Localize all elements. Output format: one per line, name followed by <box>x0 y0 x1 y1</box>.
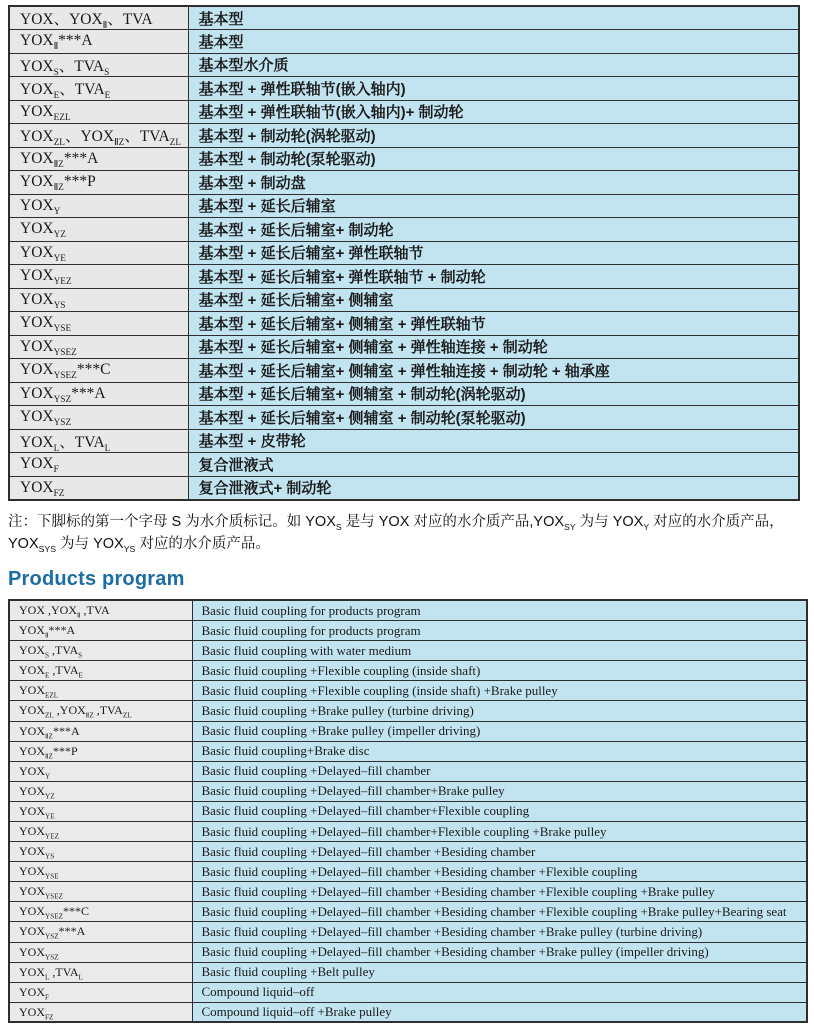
subscript: F <box>45 993 49 1002</box>
model-name-cell: $YOX_{FZ}$ <box>9 476 188 500</box>
model-name-cell: $YOX_{ⅡZ}***A$ <box>9 147 188 171</box>
model-desc-cell: 基本型 + 延长后辅室 <box>188 194 799 218</box>
table-row <box>9 701 807 721</box>
table-row <box>9 312 799 336</box>
model-name-cell: $YOX_{ⅡZ}***A$ <box>9 721 192 741</box>
subscript: YS <box>45 852 55 861</box>
subscript: ⅡZ <box>53 183 64 194</box>
model-desc-cell: 基本型 + 制动轮(泵轮驱动) <box>188 147 799 171</box>
model-name-cell: $YOX_Ⅱ***A$ <box>9 30 188 54</box>
table-row <box>9 77 799 101</box>
model-name-cell: $YOX_{YSE}$ <box>9 312 188 336</box>
table-row <box>9 922 807 942</box>
subscript: Ⅱ <box>53 42 59 53</box>
subscript: ⅡZ <box>45 752 53 761</box>
subscript: S <box>104 67 110 77</box>
model-name-cell: $YOX_{YZ}$ <box>9 781 192 801</box>
model-name-cell: $YOX_{ⅡZ}***P$ <box>9 171 188 195</box>
model-name-cell: $YOX_{YSEZ}***C$ <box>9 902 192 922</box>
subscript: S <box>78 651 83 660</box>
subscript: YS <box>123 543 136 554</box>
table-row <box>9 942 807 962</box>
model-desc-cell: Basic fluid coupling +Brake pulley (impeller driving) <box>192 721 807 741</box>
subscript: S <box>53 67 59 77</box>
model-name-cell: $YOX_{EZL}$ <box>9 681 192 701</box>
model-name-cell: $YOX_{YE}$ <box>9 801 192 821</box>
model-name-cell: $YOX_F$ <box>9 453 188 477</box>
model-name-cell: $YOX_{YEZ}$ <box>9 821 192 841</box>
table-row <box>9 241 799 265</box>
subscript: YSEZ <box>45 892 63 901</box>
model-name-cell: $YOX_{YE}$ <box>9 241 188 265</box>
table-row <box>9 453 799 477</box>
model-desc-cell: Basic fluid coupling +Delayed–fill chamber <box>192 761 807 781</box>
product-models-table-en <box>8 599 808 1023</box>
subscript: E <box>104 91 111 100</box>
table-row <box>9 821 807 841</box>
model-desc-cell: Compound liquid–off +Brake pulley <box>192 1002 807 1022</box>
subscript: L <box>45 973 50 982</box>
model-name-cell: $YOX_{YEZ}$ <box>9 265 188 289</box>
subscript: YEZ <box>53 277 72 288</box>
model-name-cell: $YOX_F$ <box>9 982 192 1002</box>
subscript: YSZ <box>53 394 72 405</box>
model-desc-cell: Basic fluid coupling+Brake disc <box>192 741 807 761</box>
model-name-cell: $YOX_{ZL}$、$YOX_{ⅡZ}$、$TVA_{ZL}$ <box>9 124 188 148</box>
subscript: YSZ <box>45 932 59 941</box>
model-name-cell: $YOX_{YSZ}$ <box>9 942 192 962</box>
table-row <box>9 661 807 681</box>
subscript: L <box>104 443 111 453</box>
model-name-cell: $YOX_{YSEZ}***C$ <box>9 359 188 383</box>
model-name-cell: $YOX_S$、$TVA_S$ <box>9 53 188 77</box>
model-desc-cell: Basic fluid coupling +Flexible coupling (inside shaft) +Brake pulley <box>192 681 807 701</box>
model-desc-cell: 基本型 + 延长后辅室+ 弹性联轴节 + 制动轮 <box>188 265 799 289</box>
model-name-cell: $YOX_{YSZ}***A$ <box>9 922 192 942</box>
model-desc-cell: 复合泄液式+ 制动轮 <box>188 476 799 500</box>
model-name-cell: $YOX_Ⅱ***A$ <box>9 621 192 641</box>
table-row <box>9 194 799 218</box>
model-name-cell: $YOX_{ZL}$ $,YOX_{ⅡZ}$ $,TVA_{ZL}$ <box>9 701 192 721</box>
table-row <box>9 600 807 620</box>
section-title-products-program: Products program <box>8 568 185 591</box>
table-row <box>9 335 799 359</box>
table-row <box>9 741 807 761</box>
table-row <box>9 842 807 862</box>
subscript: YSE <box>45 872 59 881</box>
product-models-table-cn <box>8 5 800 501</box>
subscript: Ⅱ <box>45 631 49 640</box>
model-name-cell: $YOX_{YS}$ <box>9 288 188 312</box>
model-desc-cell: 基本型 + 皮带轮 <box>188 429 799 453</box>
subscript: SYS <box>38 543 57 554</box>
table-row <box>9 641 807 661</box>
model-name-cell: $YOX_{FZ}$ <box>9 1002 192 1022</box>
subscript: FZ <box>45 1013 54 1021</box>
model-desc-cell: 基本型 + 延长后辅室+ 侧辅室 + 弹性轴连接 + 制动轮 <box>188 335 799 359</box>
subscript: YSE <box>53 324 72 335</box>
subscript: ⅡZ <box>45 731 53 740</box>
model-name-cell: $YOX_{YSEZ}$ <box>9 882 192 902</box>
subscript: ZL <box>169 138 182 147</box>
model-desc-cell: 基本型 + 弹性联轴节(嵌入轴内) <box>188 77 799 101</box>
model-desc-cell: Basic fluid coupling for products program <box>192 600 807 620</box>
model-name-cell: $YOX_Y$ <box>9 761 192 781</box>
table-row <box>9 621 807 641</box>
model-name-cell: $YOX_S$ $,TVA_S$ <box>9 641 192 661</box>
table-row <box>9 429 799 453</box>
model-desc-cell: 基本型 + 制动轮(涡轮驱动) <box>188 124 799 148</box>
model-desc-cell: 基本型 + 延长后辅室+ 侧辅室 <box>188 288 799 312</box>
model-desc-cell: Basic fluid coupling +Brake pulley (turbine driving) <box>192 701 807 721</box>
model-desc-cell: Basic fluid coupling +Delayed–fill chamber +Besiding chamber +Brake pulley (impeller driving) <box>192 942 807 962</box>
table-row <box>9 100 799 124</box>
table-row <box>9 265 799 289</box>
model-name-cell: $YOX_{YSZ}$ <box>9 406 188 430</box>
water-medium-note: 注：下脚标的第一个字母 S 为水介质标记。如 $YOX_S$ 是与 YOX 对应的水介质产品$,YOX_{SY}$ 为与 $YOX_Y$ 对应的水介质产品，$YOX_{SYS}$ 为与 $YOX_{YS}$ 对应的水介质产品。 <box>8 513 784 554</box>
model-name-cell: $YOX_{EZL}$ <box>9 100 188 124</box>
subscript: E <box>53 91 60 100</box>
table-row <box>9 902 807 922</box>
subscript: ⅡZ <box>114 138 125 147</box>
subscript: S <box>45 651 49 660</box>
table-row <box>9 862 807 882</box>
table-row <box>9 53 799 77</box>
model-desc-cell: Basic fluid coupling +Delayed–fill chamber+Brake pulley <box>192 781 807 801</box>
model-desc-cell: 基本型 + 延长后辅室+ 侧辅室 + 制动轮(泵轮驱动) <box>188 406 799 430</box>
model-name-cell: $YOX_E$ $,TVA_E$ <box>9 661 192 681</box>
model-desc-cell: 基本型水介质 <box>188 53 799 77</box>
subscript: FZ <box>53 488 65 499</box>
model-name-cell: $YOX_{YSEZ}$ <box>9 335 188 359</box>
table-row <box>9 288 799 312</box>
subscript: ZL <box>53 138 65 147</box>
model-name-cell: $YOX_Y$ <box>9 194 188 218</box>
table-row <box>9 1002 807 1022</box>
subscript: ZL <box>122 711 132 720</box>
subscript: Y <box>45 772 51 781</box>
subscript: YSZ <box>45 952 59 961</box>
model-desc-cell: Basic fluid coupling with water medium <box>192 641 807 661</box>
table-row <box>9 359 799 383</box>
subscript: S <box>335 521 342 532</box>
model-desc-cell: 基本型 + 延长后辅室+ 弹性联轴节 <box>188 241 799 265</box>
model-desc-cell: 复合泄液式 <box>188 453 799 477</box>
table-row <box>9 171 799 195</box>
model-desc-cell: 基本型 + 延长后辅室+ 侧辅室 + 制动轮(涡轮驱动) <box>188 382 799 406</box>
subscript: Ⅱ <box>102 21 108 30</box>
subscript: ⅡZ <box>53 159 64 170</box>
model-name-cell: $YOX_{YZ}$ <box>9 218 188 242</box>
model-desc-cell: Basic fluid coupling +Delayed–fill chamber+Flexible coupling +Brake pulley <box>192 821 807 841</box>
subscript: L <box>53 443 60 453</box>
model-desc-cell: Basic fluid coupling +Belt pulley <box>192 962 807 982</box>
subscript: F <box>53 465 59 476</box>
subscript: YSEZ <box>53 371 77 382</box>
model-desc-cell: 基本型 <box>188 6 799 30</box>
table-row <box>9 382 799 406</box>
subscript: E <box>78 671 83 680</box>
table-row <box>9 801 807 821</box>
model-desc-cell: Basic fluid coupling +Delayed–fill chamber +Besiding chamber <box>192 842 807 862</box>
model-desc-cell: 基本型 + 弹性联轴节(嵌入轴内)+ 制动轮 <box>188 100 799 124</box>
model-desc-cell: Basic fluid coupling +Delayed–fill chamber +Besiding chamber +Brake pulley (turbine driving) <box>192 922 807 942</box>
table-row <box>9 962 807 982</box>
model-desc-cell: Basic fluid coupling +Delayed–fill chamber +Besiding chamber +Flexible coupling <box>192 862 807 882</box>
subscript: YZ <box>53 230 66 241</box>
model-desc-cell: Compound liquid–off <box>192 982 807 1002</box>
model-desc-cell: Basic fluid coupling +Delayed–fill chamber +Besiding chamber +Flexible coupling +Brake pulley+Bearing seat <box>192 902 807 922</box>
subscript: ⅡZ <box>85 711 94 720</box>
model-desc-cell: 基本型 <box>188 30 799 54</box>
subscript: EZL <box>53 112 71 123</box>
table-row <box>9 147 799 171</box>
table-row <box>9 681 807 701</box>
subscript: L <box>78 973 83 982</box>
subscript: YE <box>53 253 66 264</box>
subscript: YEZ <box>45 832 59 841</box>
model-name-cell: YOX、$YOX_Ⅱ$、TVA <box>9 6 188 30</box>
subscript: Y <box>53 206 61 217</box>
table-row <box>9 6 799 30</box>
model-desc-cell: Basic fluid coupling for products program <box>192 621 807 641</box>
model-name-cell: $YOX_{YSZ}***A$ <box>9 382 188 406</box>
model-desc-cell: 基本型 + 制动盘 <box>188 171 799 195</box>
table-row <box>9 721 807 741</box>
table-row <box>9 30 799 54</box>
model-desc-cell: 基本型 + 延长后辅室+ 侧辅室 + 弹性轴连接 + 制动轮 + 轴承座 <box>188 359 799 383</box>
table-row <box>9 476 799 500</box>
subscript: SY <box>564 521 576 532</box>
table-row <box>9 406 799 430</box>
model-name-cell: $YOX_E$、$TVA_E$ <box>9 77 188 101</box>
subscript: Ⅱ <box>77 611 81 620</box>
model-desc-cell: Basic fluid coupling +Delayed–fill chamber+Flexible coupling <box>192 801 807 821</box>
subscript: YSZ <box>53 418 72 429</box>
subscript: YZ <box>45 792 55 801</box>
model-desc-cell: Basic fluid coupling +Delayed–fill chamber +Besiding chamber +Flexible coupling +Brake pulley <box>192 882 807 902</box>
subscript: Y <box>643 521 650 532</box>
model-name-cell: $YOX_{YS}$ <box>9 842 192 862</box>
subscript: EZL <box>45 691 59 700</box>
subscript: YSEZ <box>53 347 77 358</box>
model-name-cell: $YOX_{ⅡZ}***P$ <box>9 741 192 761</box>
model-name-cell: $YOX_{YSE}$ <box>9 862 192 882</box>
model-name-cell: YOX $,YOX_Ⅱ$ ,TVA <box>9 600 192 620</box>
subscript: E <box>45 671 50 680</box>
table-row <box>9 218 799 242</box>
model-name-cell: $YOX_L$、$TVA_L$ <box>9 429 188 453</box>
subscript: YS <box>53 300 66 311</box>
subscript: ZL <box>45 711 54 720</box>
model-name-cell: $YOX_L$ $,TVA_L$ <box>9 962 192 982</box>
subscript: YE <box>45 812 55 821</box>
table-row <box>9 882 807 902</box>
subscript: YSEZ <box>45 912 63 921</box>
table-row <box>9 982 807 1002</box>
table-row <box>9 781 807 801</box>
model-desc-cell: Basic fluid coupling +Flexible coupling (inside shaft) <box>192 661 807 681</box>
model-desc-cell: 基本型 + 延长后辅室+ 侧辅室 + 弹性联轴节 <box>188 312 799 336</box>
table-row <box>9 761 807 781</box>
table-row <box>9 124 799 148</box>
model-desc-cell: 基本型 + 延长后辅室+ 制动轮 <box>188 218 799 242</box>
